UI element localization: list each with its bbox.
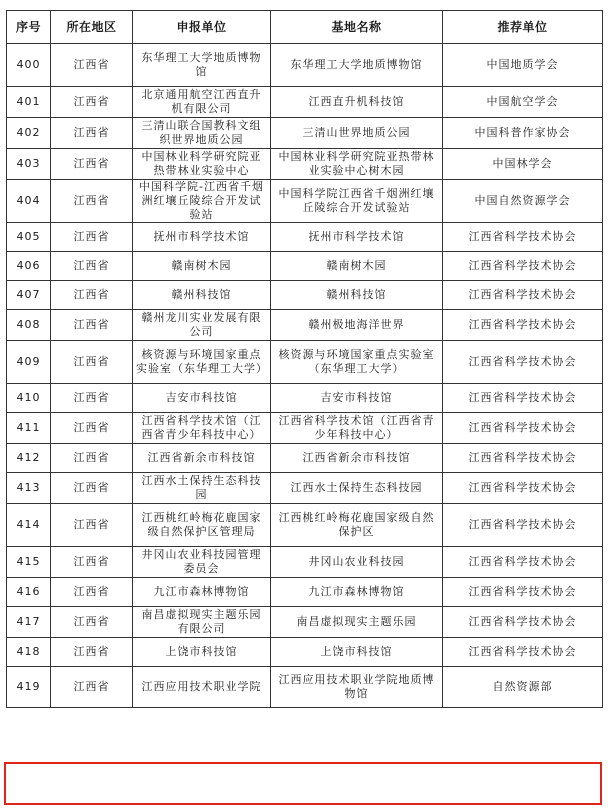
table-row [7, 281, 603, 310]
header-no: 序号 [7, 11, 51, 44]
cell-base-name: 南昌虚拟现实主题乐园 [271, 607, 443, 638]
cell-applicant: 江西水土保持生态科技园 [133, 473, 271, 504]
cell-recommender: 江西省科学技术协会 [443, 384, 603, 413]
cell-region: 江西省 [51, 252, 133, 281]
cell-base-name: 赣南树木园 [271, 252, 443, 281]
header-applicant: 申报单位 [133, 11, 271, 44]
cell-recommender: 江西省科学技术协会 [443, 578, 603, 607]
cell-region: 江西省 [51, 638, 133, 667]
cell-no: 416 [7, 578, 51, 607]
header-base-name: 基地名称 [271, 11, 443, 44]
cell-applicant: 抚州市科学技术馆 [133, 223, 271, 252]
cell-applicant: 核资源与环境国家重点实验室（东华理工大学） [133, 341, 271, 384]
table-row [7, 547, 603, 578]
cell-no: 404 [7, 180, 51, 223]
cell-applicant: 江西桃红岭梅花鹿国家级自然保护区管理局 [133, 504, 271, 547]
cell-applicant: 赣南树木园 [133, 252, 271, 281]
table-row-highlighted [7, 667, 603, 708]
cell-recommender: 自然资源部 [443, 667, 603, 708]
cell-base-name: 核资源与环境国家重点实验室（东华理工大学） [271, 341, 443, 384]
cell-base-name: 江西桃红岭梅花鹿国家级自然保护区 [271, 504, 443, 547]
table-row [7, 87, 603, 118]
cell-recommender: 江西省科学技术协会 [443, 638, 603, 667]
cell-recommender: 江西省科学技术协会 [443, 547, 603, 578]
cell-applicant: 上饶市科技馆 [133, 638, 271, 667]
cell-no: 408 [7, 310, 51, 341]
table-row [7, 638, 603, 667]
table-row [7, 310, 603, 341]
cell-applicant: 九江市森林博物馆 [133, 578, 271, 607]
table-row [7, 413, 603, 444]
cell-base-name: 江西省新余市科技馆 [271, 444, 443, 473]
cell-no: 410 [7, 384, 51, 413]
cell-applicant: 江西应用技术职业学院 [133, 667, 271, 708]
header-region: 所在地区 [51, 11, 133, 44]
cell-recommender: 中国林学会 [443, 149, 603, 180]
table-header-row [7, 11, 603, 44]
cell-base-name: 三清山世界地质公园 [271, 118, 443, 149]
cell-region: 江西省 [51, 341, 133, 384]
cell-region: 江西省 [51, 578, 133, 607]
cell-recommender: 江西省科学技术协会 [443, 473, 603, 504]
table-row [7, 341, 603, 384]
cell-region: 江西省 [51, 310, 133, 341]
cell-region: 江西省 [51, 223, 133, 252]
highlight-frame [4, 762, 602, 805]
table-row [7, 223, 603, 252]
cell-region: 江西省 [51, 504, 133, 547]
cell-recommender: 江西省科学技术协会 [443, 341, 603, 384]
cell-applicant: 三清山联合国教科文组织世界地质公园 [133, 118, 271, 149]
cell-region: 江西省 [51, 118, 133, 149]
cell-no: 413 [7, 473, 51, 504]
table-row [7, 504, 603, 547]
cell-region: 江西省 [51, 384, 133, 413]
cell-base-name: 东华理工大学地质博物馆 [271, 44, 443, 87]
cell-no: 417 [7, 607, 51, 638]
cell-no: 400 [7, 44, 51, 87]
cell-applicant: 中国林业科学研究院亚热带林业实验中心 [133, 149, 271, 180]
cell-recommender: 江西省科学技术协会 [443, 310, 603, 341]
cell-region: 江西省 [51, 44, 133, 87]
cell-recommender: 江西省科学技术协会 [443, 607, 603, 638]
table-row [7, 607, 603, 638]
cell-base-name: 赣州科技馆 [271, 281, 443, 310]
cell-recommender: 江西省科学技术协会 [443, 281, 603, 310]
cell-region: 江西省 [51, 667, 133, 708]
table-row [7, 180, 603, 223]
cell-applicant: 赣州龙川实业发展有限公司 [133, 310, 271, 341]
table-row [7, 252, 603, 281]
cell-recommender: 江西省科学技术协会 [443, 252, 603, 281]
cell-applicant: 赣州科技馆 [133, 281, 271, 310]
cell-no: 403 [7, 149, 51, 180]
cell-no: 419 [7, 667, 51, 708]
cell-recommender: 中国地质学会 [443, 44, 603, 87]
cell-base-name: 吉安市科技馆 [271, 384, 443, 413]
cell-base-name: 江西应用技术职业学院地质博物馆 [271, 667, 443, 708]
cell-no: 402 [7, 118, 51, 149]
cell-no: 418 [7, 638, 51, 667]
cell-base-name: 上饶市科技馆 [271, 638, 443, 667]
cell-region: 江西省 [51, 444, 133, 473]
cell-recommender: 中国自然资源学会 [443, 180, 603, 223]
cell-no: 412 [7, 444, 51, 473]
cell-no: 401 [7, 87, 51, 118]
cell-recommender: 江西省科学技术协会 [443, 223, 603, 252]
cell-no: 407 [7, 281, 51, 310]
cell-region: 江西省 [51, 180, 133, 223]
table-row [7, 44, 603, 87]
cell-no: 411 [7, 413, 51, 444]
cell-base-name: 江西直升机科技馆 [271, 87, 443, 118]
cell-region: 江西省 [51, 149, 133, 180]
cell-no: 406 [7, 252, 51, 281]
cell-base-name: 赣州极地海洋世界 [271, 310, 443, 341]
cell-recommender: 江西省科学技术协会 [443, 413, 603, 444]
cell-recommender: 江西省科学技术协会 [443, 504, 603, 547]
cell-no: 405 [7, 223, 51, 252]
cell-applicant: 吉安市科技馆 [133, 384, 271, 413]
cell-applicant: 井冈山农业科技园管理委员会 [133, 547, 271, 578]
cell-base-name: 中国科学院江西省千烟洲红壤丘陵综合开发试验站 [271, 180, 443, 223]
table-row [7, 149, 603, 180]
cell-region: 江西省 [51, 413, 133, 444]
table-row [7, 473, 603, 504]
cell-no: 414 [7, 504, 51, 547]
cell-region: 江西省 [51, 547, 133, 578]
table-row [7, 384, 603, 413]
cell-recommender: 中国航空学会 [443, 87, 603, 118]
cell-recommender: 江西省科学技术协会 [443, 444, 603, 473]
cell-recommender: 中国科普作家协会 [443, 118, 603, 149]
header-recommender: 推荐单位 [443, 11, 603, 44]
table-row [7, 578, 603, 607]
cell-no: 415 [7, 547, 51, 578]
cell-no: 409 [7, 341, 51, 384]
cell-base-name: 九江市森林博物馆 [271, 578, 443, 607]
cell-region: 江西省 [51, 87, 133, 118]
cell-applicant: 中国科学院-江西省千烟洲红壤丘陵综合开发试验站 [133, 180, 271, 223]
cell-applicant: 南昌虚拟现实主题乐园有限公司 [133, 607, 271, 638]
cell-base-name: 井冈山农业科技园 [271, 547, 443, 578]
cell-base-name: 江西水土保持生态科技园 [271, 473, 443, 504]
cell-region: 江西省 [51, 607, 133, 638]
cell-base-name: 抚州市科学技术馆 [271, 223, 443, 252]
cell-base-name: 江西省科学技术馆（江西省青少年科技中心） [271, 413, 443, 444]
cell-region: 江西省 [51, 473, 133, 504]
cell-applicant: 东华理工大学地质博物馆 [133, 44, 271, 87]
table-row [7, 118, 603, 149]
cell-applicant: 江西省新余市科技馆 [133, 444, 271, 473]
cell-applicant: 江西省科学技术馆（江西省青少年科技中心） [133, 413, 271, 444]
cell-base-name: 中国林业科学研究院亚热带林业实验中心树木园 [271, 149, 443, 180]
cell-region: 江西省 [51, 281, 133, 310]
cell-applicant: 北京通用航空江西直升机有限公司 [133, 87, 271, 118]
base-list-table [6, 10, 603, 708]
table-row [7, 444, 603, 473]
